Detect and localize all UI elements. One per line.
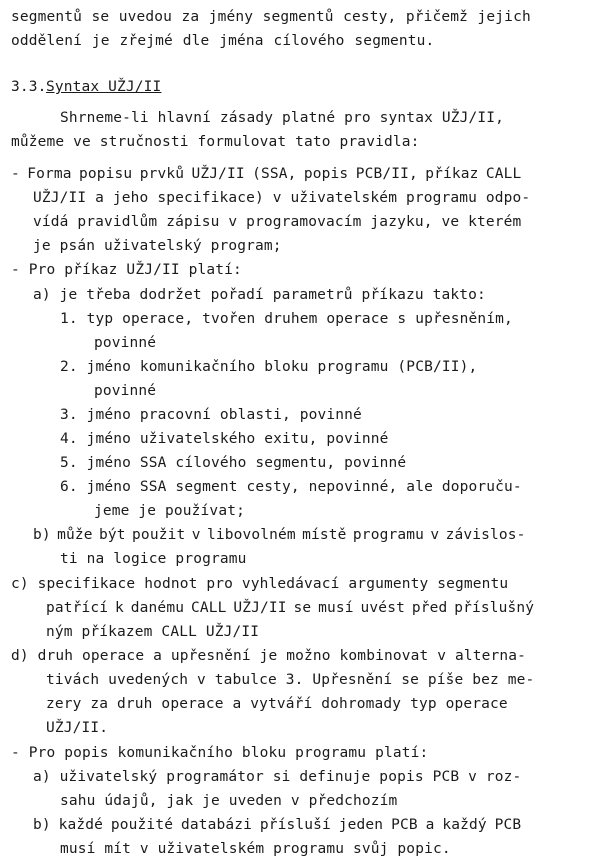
text-line: sahu údajů, jak je uveden v předchozím [60,793,398,809]
text-line: UŽJ/II. [46,720,109,736]
text-line: ti na logice programu [60,551,247,567]
list-item: 2. jméno komunikačního bloku programu (PCB/II), [60,359,478,375]
text-line: ným příkazem CALL UŽJ/II [46,624,260,640]
text-line: musí mít v uživatelském programu svůj popic. [60,841,451,857]
list-item: 4. jméno uživatelského exitu, povinné [60,431,389,447]
text-line: jeme je používat; [94,503,245,519]
text-line: patřící k danému CALL UŽJ/II se musí uvést před příslušný [46,600,535,616]
list-item: - Forma popisu prvků UŽJ/II (SSA, popis PCB/II, příkaz CALL [11,166,522,182]
text-line: segmentů se uvedou za jmény segmentů cesty, přičemž jejich [11,9,531,25]
section-title: Syntax UŽJ/II [46,79,162,95]
text-line: oddělení je zřejmé dle jména cílového segmentu. [11,33,435,49]
text-line: UŽJ/II a jeho specifikace) v uživatelském programu odpo- [33,190,531,206]
list-item: 6. jméno SSA segment cesty, nepovinné, ale doporuču- [60,479,522,495]
text-line: povinné [94,383,157,399]
text-line: je psán uživatelský program; [33,238,282,254]
text-line: Shrneme-li hlavní zásady platné pro syntax UŽJ/II, [60,110,504,126]
list-item: b) může být použit v libovolném místě programu v závislos- [33,527,526,543]
text-line: můžeme ve stručnosti formulovat tato pravidla: [11,134,420,150]
text-line: tivách uvedených v tabulce 3. Upřesnění se píše bez me- [46,672,535,688]
list-item: d) druh operace a upřesnění je možno kombinovat v alterna- [11,648,527,664]
text-line: povinné [94,335,157,351]
list-item: - Pro příkaz UŽJ/II platí: [11,262,242,278]
text-line: zery za druh operace a vytváří dohromady typ operace [46,696,508,712]
list-item: a) je třeba dodržet pořadí parametrů příkazu takto: [33,287,486,303]
section-number: 3.3. [11,79,47,95]
list-item: a) uživatelský programátor si definuje popis PCB v roz- [33,769,522,785]
text-line: vídá pravidlům zápisu v programovacím jazyku, ve kterém [33,214,522,230]
list-item: - Pro popis komunikačního bloku programu platí: [11,745,429,761]
list-item: 3. jméno pracovní oblasti, povinné [60,407,362,423]
list-item: 5. jméno SSA cílového segmentu, povinné [60,455,407,471]
list-item: b) každé použité databázi přísluší jeden PCB a každý PCB [33,817,522,833]
list-item: c) specifikace hodnot pro vyhledávací argumenty segmentu [11,576,509,592]
list-item: 1. typ operace, tvořen druhem operace s upřesněním, [60,311,513,327]
